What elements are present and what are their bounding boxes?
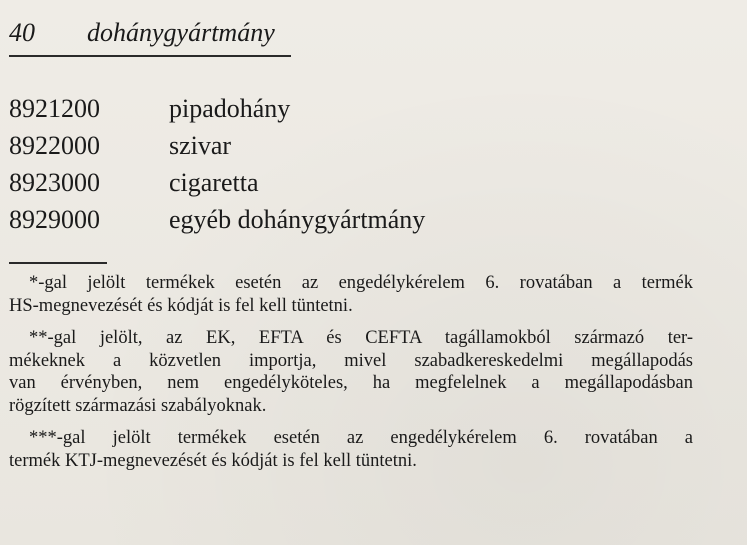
code-list	[9, 90, 425, 238]
item-label: egyéb dohánygyártmány	[169, 205, 426, 234]
footnote-single-asterisk	[9, 272, 693, 317]
item-code: 8921200	[9, 94, 100, 123]
list-item	[9, 127, 425, 164]
page-heading	[9, 18, 275, 48]
list-item	[9, 164, 425, 201]
item-code: 8929000	[9, 205, 100, 234]
footnote-line: van érvényben, nem engedélyköteles, ha megfelelnek a megállapodásban	[9, 373, 693, 393]
item-code: 8922000	[9, 131, 100, 160]
footnote-separator	[9, 262, 107, 264]
footnote-line: *-gal jelölt termékek esetén az engedélykérelem 6. rovatában a termék	[29, 273, 693, 293]
item-label: cigaretta	[169, 168, 259, 197]
page-title: dohánygyártmány	[87, 18, 275, 47]
list-item	[9, 201, 425, 238]
footnote-line: termék KTJ-megnevezését és kódját is fel kell tüntetni.	[9, 450, 417, 471]
list-item	[9, 90, 425, 127]
footnote-line: **-gal jelölt, az EK, EFTA és CEFTA tagállamokból származó ter-	[29, 328, 693, 348]
item-label: pipadohány	[169, 94, 291, 123]
heading-rule	[9, 55, 291, 57]
footnote-line: rögzített származási szabályoknak.	[9, 395, 267, 416]
footnotes	[9, 272, 693, 482]
footnote-triple-asterisk	[9, 427, 693, 472]
footnote-line: mékeknek a közvetlen importja, mivel szabadkereskedelmi megállapodás	[9, 350, 693, 371]
footnote-double-asterisk	[9, 327, 693, 417]
item-label: szivar	[169, 131, 232, 160]
item-code: 8923000	[9, 168, 100, 197]
footnote-line: HS-megnevezését és kódját is fel kell tüntetni.	[9, 295, 353, 316]
page-number: 40	[9, 18, 35, 47]
footnote-line: ***-gal jelölt termékek esetén az engedélykérelem 6. rovatában a	[29, 428, 693, 448]
